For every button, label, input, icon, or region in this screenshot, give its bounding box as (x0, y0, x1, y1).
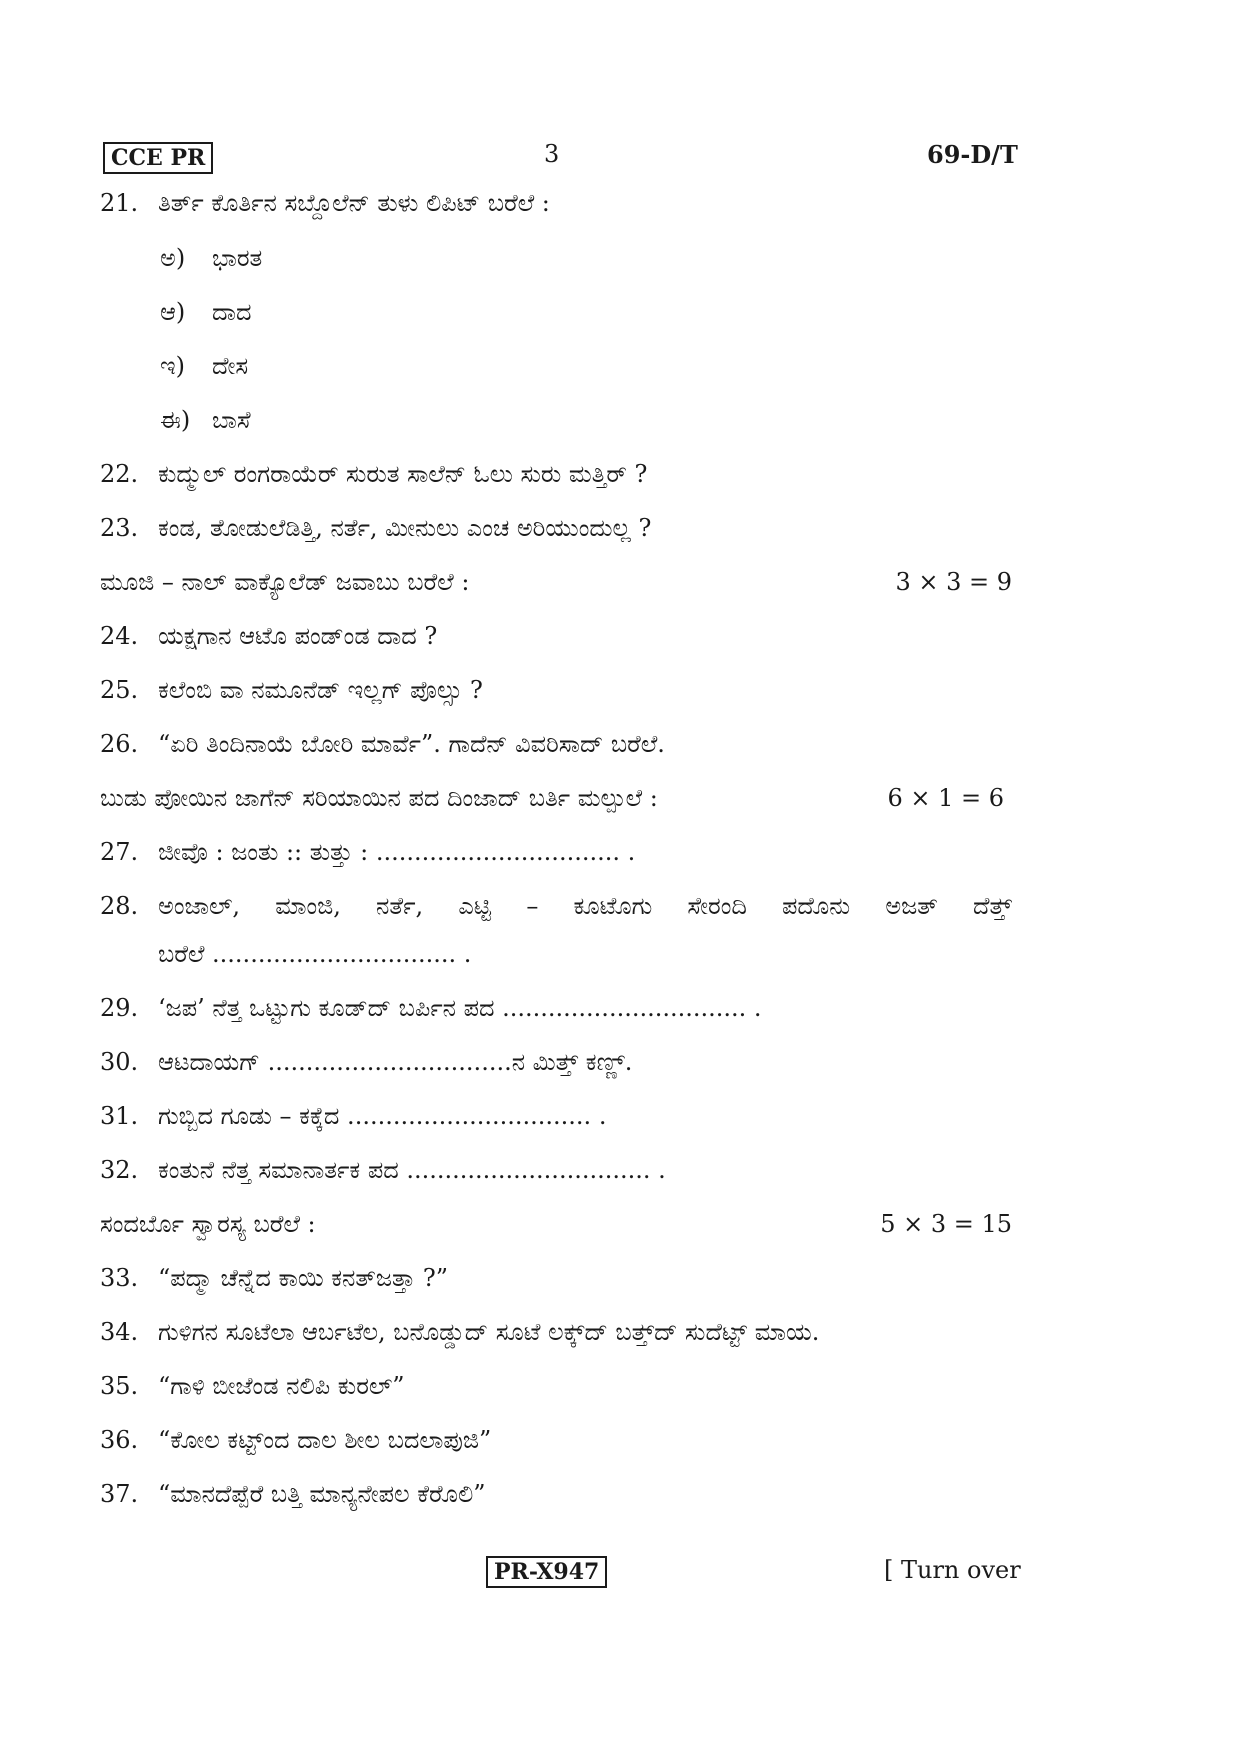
question-number: 30. (100, 1048, 139, 1076)
question-number: 28. (100, 892, 139, 920)
question-number: 26. (100, 730, 139, 758)
question-27 (100, 832, 1012, 872)
section-heading-3 (100, 1204, 1012, 1244)
option-label: ಆ) (160, 298, 186, 326)
section-instruction: ಸಂದರ್ಬೊ ಸ್ವಾರಸ್ಯ ಬರೆಲೆ : (100, 1210, 316, 1238)
question-text: ಗುಳಿಗನ ಸೂಟೆಲಾ ಆರ್ಬಟೆಲ, ಬನೊಡ್ಡುದ್ ಸೂಟೆ ಲಕ್ಕ್‌ದ್ ಬತ್ತ್‌ದ್ ಸುದೆಟ್ಟ್ ಮಾಯ. (158, 1318, 820, 1346)
question-text: “ಕೋಲ ಕಟ್ಟ್‌ಂದ ದಾಲ ಶೀಲ ಬದಲಾಪುಜಿ” (158, 1426, 492, 1454)
footer-paper-code: PR-X947 (486, 1556, 607, 1588)
question-28-continued (100, 934, 1012, 974)
question-text: “ಗಾಳಿ ಬೀಜೆಂಡ ನಲಿಪಿ ಕುರಲ್” (158, 1372, 405, 1400)
question-text: “ಮಾನದೆಪ್ಪೆರೆ ಬತ್ತಿ ಮಾನ್ಯನೇಪಲ ಕೆರೊಲಿ” (158, 1480, 486, 1508)
question-35 (100, 1366, 1012, 1406)
section-marks: 6 × 1 = 6 (887, 784, 1004, 812)
option-b (160, 292, 251, 332)
question-number: 22. (100, 460, 139, 488)
option-a (160, 238, 262, 278)
section-instruction: ಬುಡು ಪೋಯಿನ ಜಾಗೆನ್ ಸರಿಯಾಯಿನ ಪದ ದಿಂಜಾದ್ ಬರ್ತಿ ಮಲ್ಪುಲೆ : (100, 784, 658, 812)
question-text: ಕಲೆಂಬಿ ವಾ ನಮೂನೆಡ್ ಇಲ್ಲಗ್ ಪೊಲ್ಸು ? (158, 676, 483, 704)
question-text: “ಏರಿ ತಿಂದಿನಾಯೆ ಬೋರಿ ಮಾರ್ವೆ”. ಗಾದೆನ್ ವಿವರಿಸಾದ್ ಬರೆಲೆ. (158, 730, 665, 758)
question-text: ತಿರ್ತ್ ಕೊರ್ತಿನ ಸಬ್ದೊಲೆನ್ ತುಳು ಲಿಪಿಟ್ ಬರೆಲೆ : (158, 189, 550, 217)
question-number: 25. (100, 676, 139, 704)
question-number: 23. (100, 514, 139, 542)
question-22 (100, 454, 1012, 494)
question-text: ಯಕ್ಷಗಾನ ಆಟೊ ಪಂಡ್‌ಂಡ ದಾದ ? (158, 622, 438, 650)
question-23 (100, 508, 1012, 548)
section-marks: 5 × 3 = 15 (880, 1210, 1012, 1238)
paper-code-left: CCE PR (103, 142, 213, 174)
option-text: ದೇಸ (212, 352, 249, 380)
question-text: ಜೀವೊ : ಜಂತು :: ತುತ್ತು : ................................ . (158, 838, 636, 866)
question-28 (100, 886, 1012, 926)
question-21 (100, 183, 1012, 223)
section-heading-1 (100, 562, 1012, 602)
option-c (160, 346, 248, 386)
question-number: 27. (100, 838, 139, 866)
question-31 (100, 1096, 1012, 1136)
question-number: 37. (100, 1480, 139, 1508)
question-number: 35. (100, 1372, 139, 1400)
paper-code-right: 69-D/T (927, 140, 1018, 169)
option-label: ಅ) (160, 244, 186, 272)
question-26 (100, 724, 1012, 764)
question-text: ಕುದ್ಮುಲ್ ರಂಗರಾಯೆರ್ ಸುರುತ ಸಾಲೆನ್ ಓಲು ಸುರು ಮತ್ತಿರ್ ? (158, 460, 648, 488)
option-label: ಇ) (160, 352, 185, 380)
question-37 (100, 1474, 1012, 1514)
question-number: 29. (100, 994, 139, 1022)
question-number: 24. (100, 622, 139, 650)
option-text: ದಾದ (212, 298, 252, 326)
question-36 (100, 1420, 1012, 1460)
option-text: ಬಾಸೆ (212, 406, 251, 434)
question-number: 34. (100, 1318, 139, 1346)
question-29 (100, 988, 1012, 1028)
option-d (160, 400, 251, 440)
section-heading-2 (100, 778, 1012, 818)
option-text: ಭಾರತ (212, 244, 263, 272)
question-number: 33. (100, 1264, 139, 1292)
question-number: 32. (100, 1156, 139, 1184)
question-text-line1: ಅಂಜಾಲ್, ಮಾಂಜಿ, ನರ್ತೆ, ಎಟ್ಟಿ – ಕೂಟೊಗು ಸೇರಂದಿ ಪದೊನು ಅಜತ್ ದೆತ್ತ್ (158, 892, 1012, 920)
question-33 (100, 1258, 1012, 1298)
question-24 (100, 616, 1012, 656)
option-label: ಈ) (160, 406, 191, 434)
question-number: 21. (100, 189, 139, 217)
turn-over-note: [ Turn over (884, 1556, 1021, 1584)
question-25 (100, 670, 1012, 710)
question-text: ಕಂಡ, ತೋಡುಲೆಡಿತ್ತಿ, ನರ್ತೆ, ಮೀನುಲು ಎಂಚ ಅರಿಯುಂದುಲ್ಲ ? (158, 514, 652, 542)
question-text: ಕಂತುನೆ ನೆತ್ತ ಸಮಾನಾರ್ತಕ ಪದ ................................ . (158, 1156, 666, 1184)
question-text: “ಪದ್ಮಾ ಚೆನ್ನೆದ ಕಾಯಿ ಕನತ್‌ಜತ್ತಾ ?” (158, 1264, 448, 1292)
question-text: ಗುಬ್ಬಿದ ಗೂಡು – ಕಕ್ಕೆದ ................................ . (158, 1102, 607, 1130)
question-text: ಆಟದಾಯಗ್ ................................ನ ಮಿತ್ತ್ ಕಣ್ಣ್. (158, 1048, 633, 1076)
section-instruction: ಮೂಜಿ – ನಾಲ್ ವಾಕ್ಯೊಲೆಡ್ ಜವಾಬು ಬರೆಲೆ : (100, 568, 470, 596)
question-number: 31. (100, 1102, 139, 1130)
question-34 (100, 1312, 1012, 1352)
section-marks: 3 × 3 = 9 (895, 568, 1012, 596)
question-32 (100, 1150, 1012, 1190)
question-30 (100, 1042, 1012, 1082)
question-number: 36. (100, 1426, 139, 1454)
question-text-line2: ಬರೆಲೆ ................................ . (158, 940, 472, 968)
question-text: ‘ಜಪ’ ನೆತ್ತ ಒಟ್ಟುಗು ಕೂಡ್‌ದ್ ಬರ್ಪಿನ ಪದ ................................ . (158, 994, 762, 1022)
page-number: 3 (544, 140, 560, 168)
